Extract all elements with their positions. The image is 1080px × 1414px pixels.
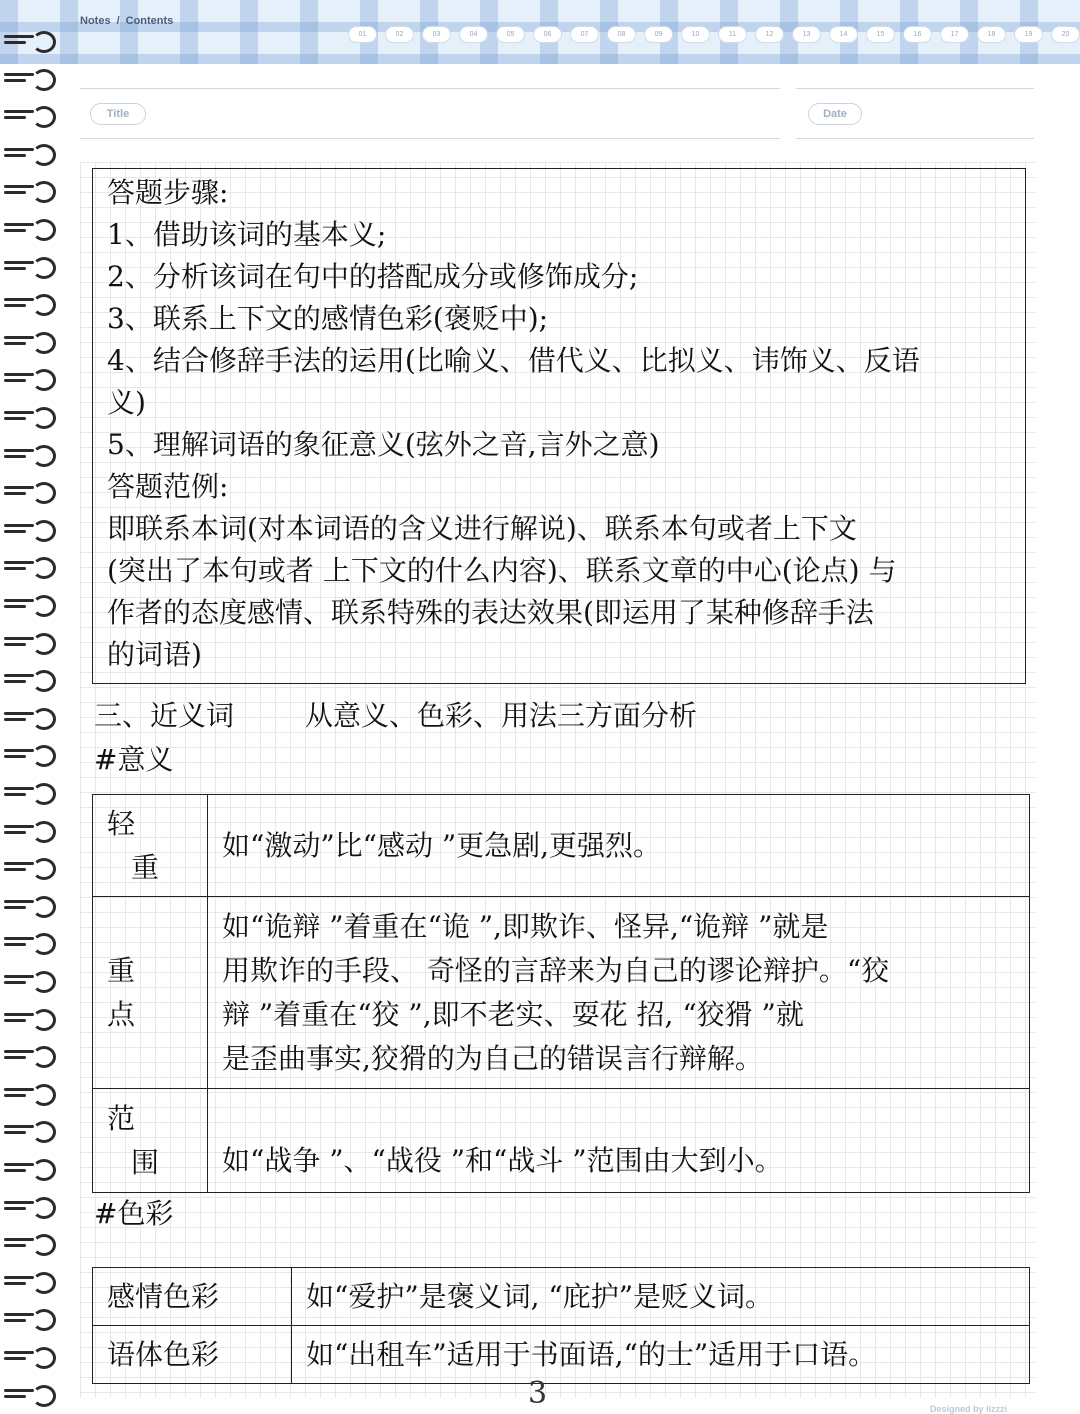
row-label: 重 点 [93,897,208,1089]
spiral-ring [4,1384,58,1402]
page-tabs [348,26,1080,43]
spiral-ring [4,1158,58,1176]
spiral-ring [4,744,58,762]
page-tab-20[interactable]: 20 [1051,26,1080,43]
page-tab-19[interactable]: 19 [1014,26,1043,43]
steps-line: 作者的态度感情、联系特殊的表达效果(即运用了某种修辞手法 [107,596,874,629]
spiral-ring [4,30,58,48]
spiral-ring [4,594,58,612]
spiral-ring [4,669,58,687]
spiral-ring [4,1120,58,1138]
spiral-ring [4,519,58,537]
page-tab-16[interactable]: 16 [903,26,932,43]
steps-line: 即联系本词(对本词语的含义进行解说)、联系本句或者上下文 [107,512,857,545]
page-tab-12[interactable]: 12 [755,26,784,43]
page-tab-07[interactable]: 07 [570,26,599,43]
steps-line: 答题范例: [107,470,229,503]
spiral-ring [4,782,58,800]
row-label: 范 围 [93,1089,208,1193]
spiral-ring [4,895,58,913]
page-tab-13[interactable]: 13 [792,26,821,43]
table-row [93,1089,1030,1193]
section3-subtitle: 从意义、色彩、用法三方面分析 [305,699,698,732]
breadcrumb-notes[interactable]: Notes [80,15,111,27]
page-tab-15[interactable]: 15 [866,26,895,43]
spiral-ring [4,1008,58,1026]
date-label[interactable]: Date [808,103,862,125]
row-label: 轻 重 [93,795,208,897]
answer-steps-box [92,168,1026,684]
row-text: 如“出租车”适用于书面语,“的士”适用于口语。 [292,1326,1030,1384]
page-tab-18[interactable]: 18 [977,26,1006,43]
page-tab-11[interactable]: 11 [718,26,747,43]
spiral-ring [4,368,58,386]
spiral-ring [4,143,58,161]
steps-line: 4、结合修辞手法的运用(比喻义、借代义、比拟义、讳饰义、反语 [107,344,920,377]
steps-line: (突出了本句或者 上下文的什么内容)、联系文章的中心(论点) 与 [107,554,897,587]
table-row [93,1268,1030,1326]
steps-line: 义) [107,386,146,419]
spiral-ring [4,556,58,574]
date-top-line [796,88,1034,89]
page-tab-10[interactable]: 10 [681,26,710,43]
spiral-ring [4,1233,58,1251]
page-tab-09[interactable]: 09 [644,26,673,43]
row-text: 如“战争 ”、“战役 ”和“战斗 ”范围由大到小。 [208,1089,1030,1193]
steps-line: 5、理解词语的象征意义(弦外之音,言外之意) [107,428,660,461]
table-row [93,1326,1030,1384]
spiral-binding [0,30,60,1410]
steps-line: 3、联系上下文的感情色彩(褒贬中); [107,302,549,335]
date-bottom-line [796,138,1034,139]
spiral-ring [4,632,58,650]
page-tab-04[interactable]: 04 [459,26,488,43]
page-tab-17[interactable]: 17 [940,26,969,43]
page-tab-01[interactable]: 01 [348,26,377,43]
spiral-ring [4,406,58,424]
page-tab-05[interactable]: 05 [496,26,525,43]
designed-by: Designed by lizzzi [930,1404,1008,1414]
title-bottom-line [80,138,780,139]
spiral-ring [4,256,58,274]
spiral-ring [4,68,58,86]
spiral-ring [4,481,58,499]
page-tab-03[interactable]: 03 [422,26,451,43]
spiral-ring [4,857,58,875]
table-row [93,897,1030,1089]
breadcrumb-contents[interactable]: Contents [125,15,174,27]
title-top-line [80,88,780,89]
breadcrumb: Notes / Contents [80,15,174,27]
row-label: 语体色彩 [93,1326,292,1384]
page-tab-06[interactable]: 06 [533,26,562,43]
spiral-ring [4,1308,58,1326]
page-tab-08[interactable]: 08 [607,26,636,43]
steps-line: 答题步骤: [107,176,229,209]
spiral-ring [4,218,58,236]
meaning-tag: #意义 [94,743,174,776]
spiral-ring [4,820,58,838]
spiral-ring [4,1271,58,1289]
steps-line: 的词语) [107,638,202,671]
spiral-ring [4,293,58,311]
spiral-ring [4,1196,58,1214]
spiral-ring [4,1045,58,1063]
meaning-table [92,794,1030,1193]
steps-line: 1、借助该词的基本义; [107,218,387,251]
spiral-ring [4,331,58,349]
table-row [93,795,1030,897]
row-label: 感情色彩 [93,1268,292,1326]
section3-heading: 三、近义词 [94,699,235,732]
color-table [92,1267,1030,1384]
spiral-ring [4,932,58,950]
row-text: 如“爱护”是褒义词, “庇护”是贬义词。 [292,1268,1030,1326]
row-text: 如“激动”比“感动 ”更急剧,更强烈。 [208,795,1030,897]
spiral-ring [4,444,58,462]
page-tab-02[interactable]: 02 [385,26,414,43]
page-number: 3 [528,1376,548,1411]
page-tab-14[interactable]: 14 [829,26,858,43]
spiral-ring [4,707,58,725]
color-tag: #色彩 [94,1197,174,1230]
spiral-ring [4,970,58,988]
title-label[interactable]: Title [90,103,146,125]
spiral-ring [4,105,58,123]
spiral-ring [4,1083,58,1101]
spiral-ring [4,180,58,198]
steps-line: 2、分析该词在句中的搭配成分或修饰成分; [107,260,639,293]
spiral-ring [4,1346,58,1364]
row-text: 如“诡辩 ”着重在“诡 ”,即欺诈、怪异,“诡辩 ”就是 用欺诈的手段、 奇怪的言辞来为自己的谬论辩护。“狡 辩 ”着重在“狡 ”,即不老实、耍花 招, “狡猾 ”就 是歪曲事实,狡猾的为自己的错误言行辩解。 [208,897,1030,1089]
